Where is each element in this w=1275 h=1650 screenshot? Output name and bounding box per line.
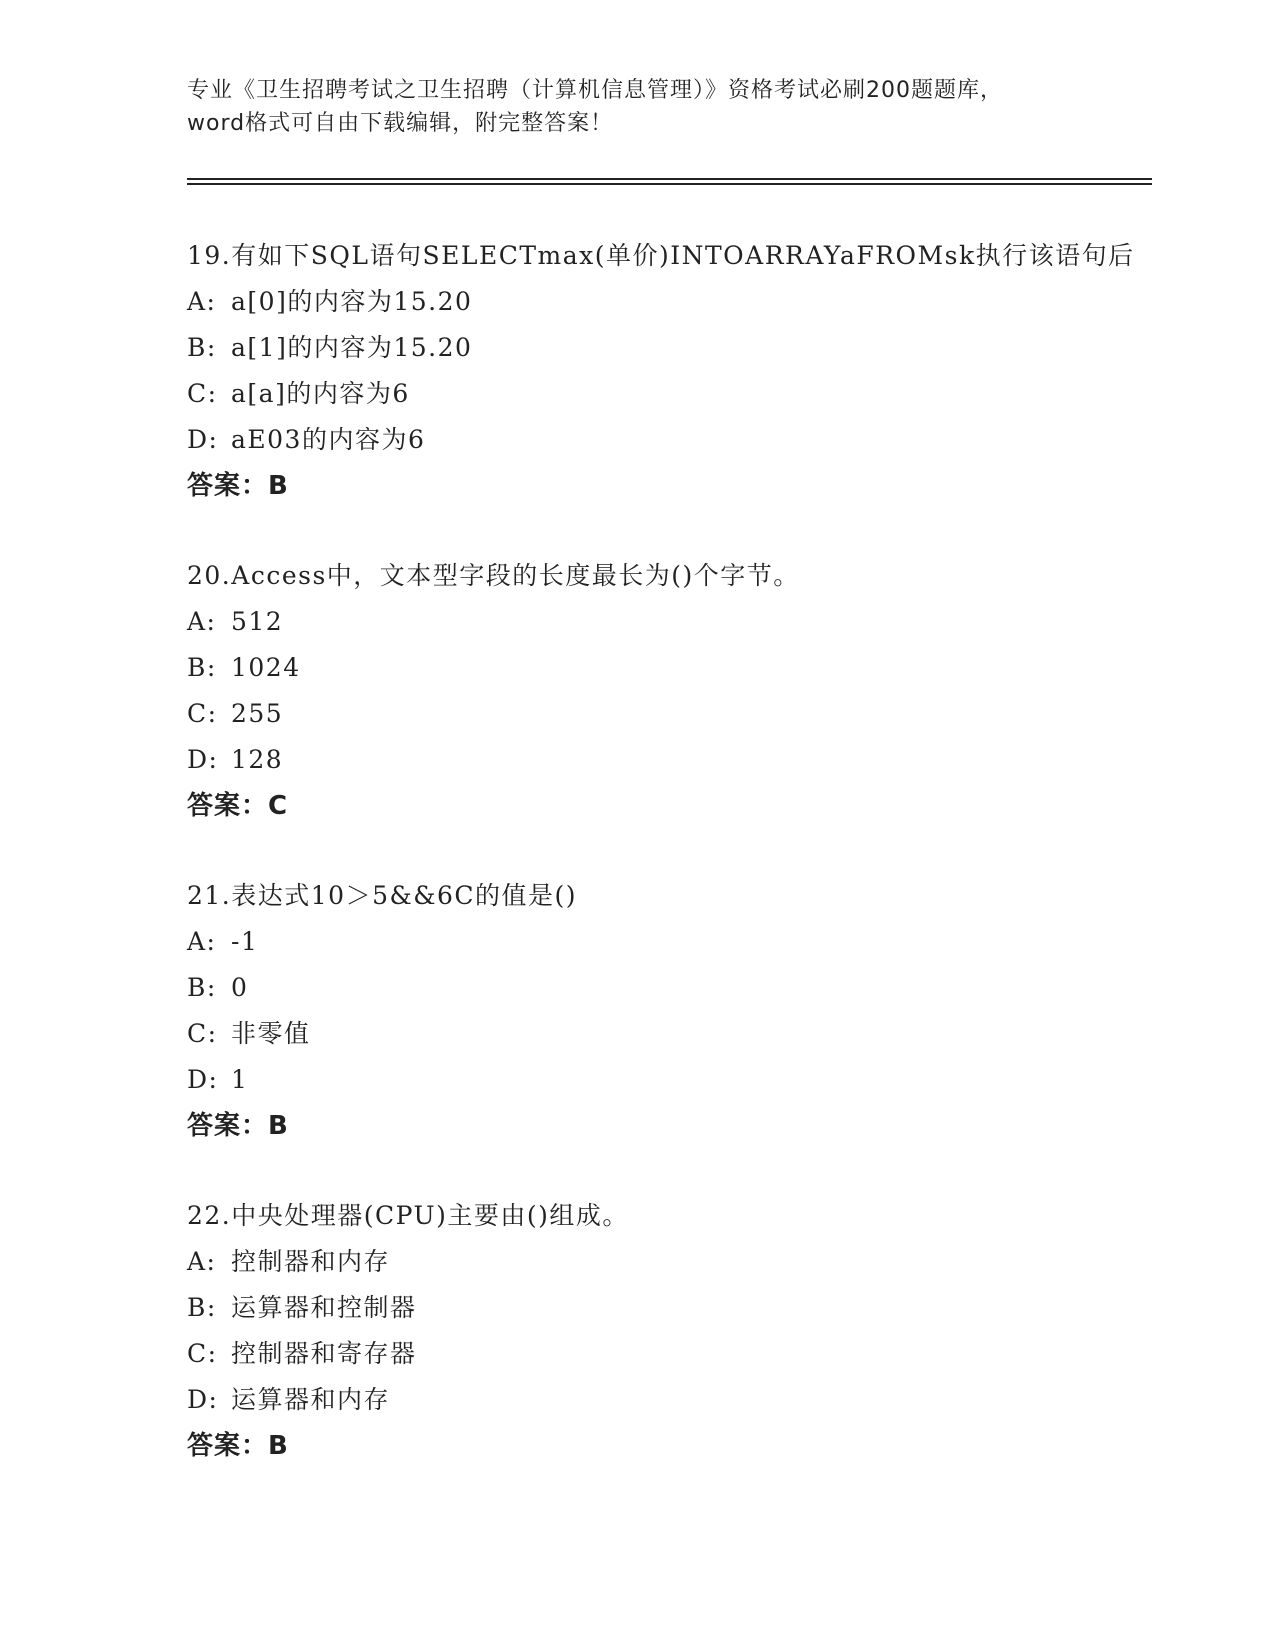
option-letter: B:	[187, 333, 217, 362]
answer-prefix: 答案：	[187, 1111, 269, 1141]
option-text: 128	[231, 745, 284, 774]
answer-prefix: 答案：	[187, 1431, 269, 1461]
option-b	[187, 645, 1152, 691]
answer-value: B	[268, 1111, 289, 1141]
question-21	[187, 873, 1152, 1149]
header-line-2: word格式可自由下载编辑，附完整答案！	[187, 111, 614, 136]
option-a	[187, 919, 1152, 965]
option-text: 运算器和控制器	[231, 1293, 417, 1322]
option-letter: A:	[187, 1247, 217, 1276]
option-letter: C:	[187, 699, 218, 728]
option-letter: D:	[187, 745, 219, 774]
option-text: 255	[231, 699, 284, 728]
option-text: 运算器和内存	[231, 1385, 391, 1414]
question-20	[187, 553, 1152, 829]
option-letter: A:	[187, 927, 217, 956]
option-text: 512	[231, 607, 284, 636]
option-letter: A:	[187, 607, 217, 636]
option-d	[187, 417, 1152, 463]
option-letter: A:	[187, 287, 217, 316]
answer-prefix: 答案：	[187, 471, 269, 501]
option-a	[187, 1239, 1152, 1285]
answer-line	[187, 463, 1152, 509]
question-19	[187, 233, 1152, 509]
question-stem: 21.表达式10＞5&&6C的值是()	[187, 881, 578, 910]
option-b	[187, 1285, 1152, 1331]
option-letter: B:	[187, 1293, 217, 1322]
option-d	[187, 1377, 1152, 1423]
option-text: 1	[231, 1065, 249, 1094]
option-text: aE03的内容为6	[231, 425, 426, 454]
option-b	[187, 965, 1152, 1011]
option-letter: D:	[187, 425, 219, 454]
answer-line	[187, 1103, 1152, 1149]
answer-value: B	[268, 1431, 289, 1461]
option-letter: D:	[187, 1065, 219, 1094]
option-letter: C:	[187, 1339, 218, 1368]
option-text: 1024	[231, 653, 301, 682]
option-text: a[0]的内容为15.20	[231, 287, 473, 316]
option-letter: D:	[187, 1385, 219, 1414]
question-stem: 19.有如下SQL语句SELECTmax(单价)INTOARRAYaFROMsk执行该语句后	[187, 241, 1135, 270]
option-text: 控制器和内存	[231, 1247, 391, 1276]
option-letter: C:	[187, 379, 218, 408]
answer-line	[187, 783, 1152, 829]
option-text: 0	[231, 973, 249, 1002]
option-text: 控制器和寄存器	[231, 1339, 417, 1368]
option-b	[187, 325, 1152, 371]
option-c	[187, 371, 1152, 417]
question-22	[187, 1193, 1152, 1469]
option-text: -1	[231, 927, 259, 956]
question-stem: 20.Access中，文本型字段的长度最长为()个字节。	[187, 561, 800, 590]
option-c	[187, 691, 1152, 737]
option-c	[187, 1011, 1152, 1057]
option-text: a[a]的内容为6	[231, 379, 410, 408]
option-letter: B:	[187, 653, 217, 682]
header-divider-top	[187, 178, 1152, 180]
option-letter: B:	[187, 973, 217, 1002]
option-c	[187, 1331, 1152, 1377]
answer-prefix: 答案：	[187, 791, 269, 821]
answer-value: C	[268, 791, 289, 821]
question-stem: 22.中央处理器(CPU)主要由()组成。	[187, 1201, 629, 1230]
option-d	[187, 1057, 1152, 1103]
option-text: 非零值	[231, 1019, 311, 1048]
header-line-1: 专业《卫生招聘考试之卫生招聘（计算机信息管理）》资格考试必刷200题题库，	[187, 78, 1003, 103]
option-text: a[1]的内容为15.20	[231, 333, 473, 362]
answer-line	[187, 1423, 1152, 1469]
option-d	[187, 737, 1152, 783]
option-a	[187, 599, 1152, 645]
option-a	[187, 279, 1152, 325]
header-divider-bottom	[187, 183, 1152, 185]
answer-value: B	[268, 471, 289, 501]
document-header	[187, 74, 1087, 140]
option-letter: C:	[187, 1019, 218, 1048]
